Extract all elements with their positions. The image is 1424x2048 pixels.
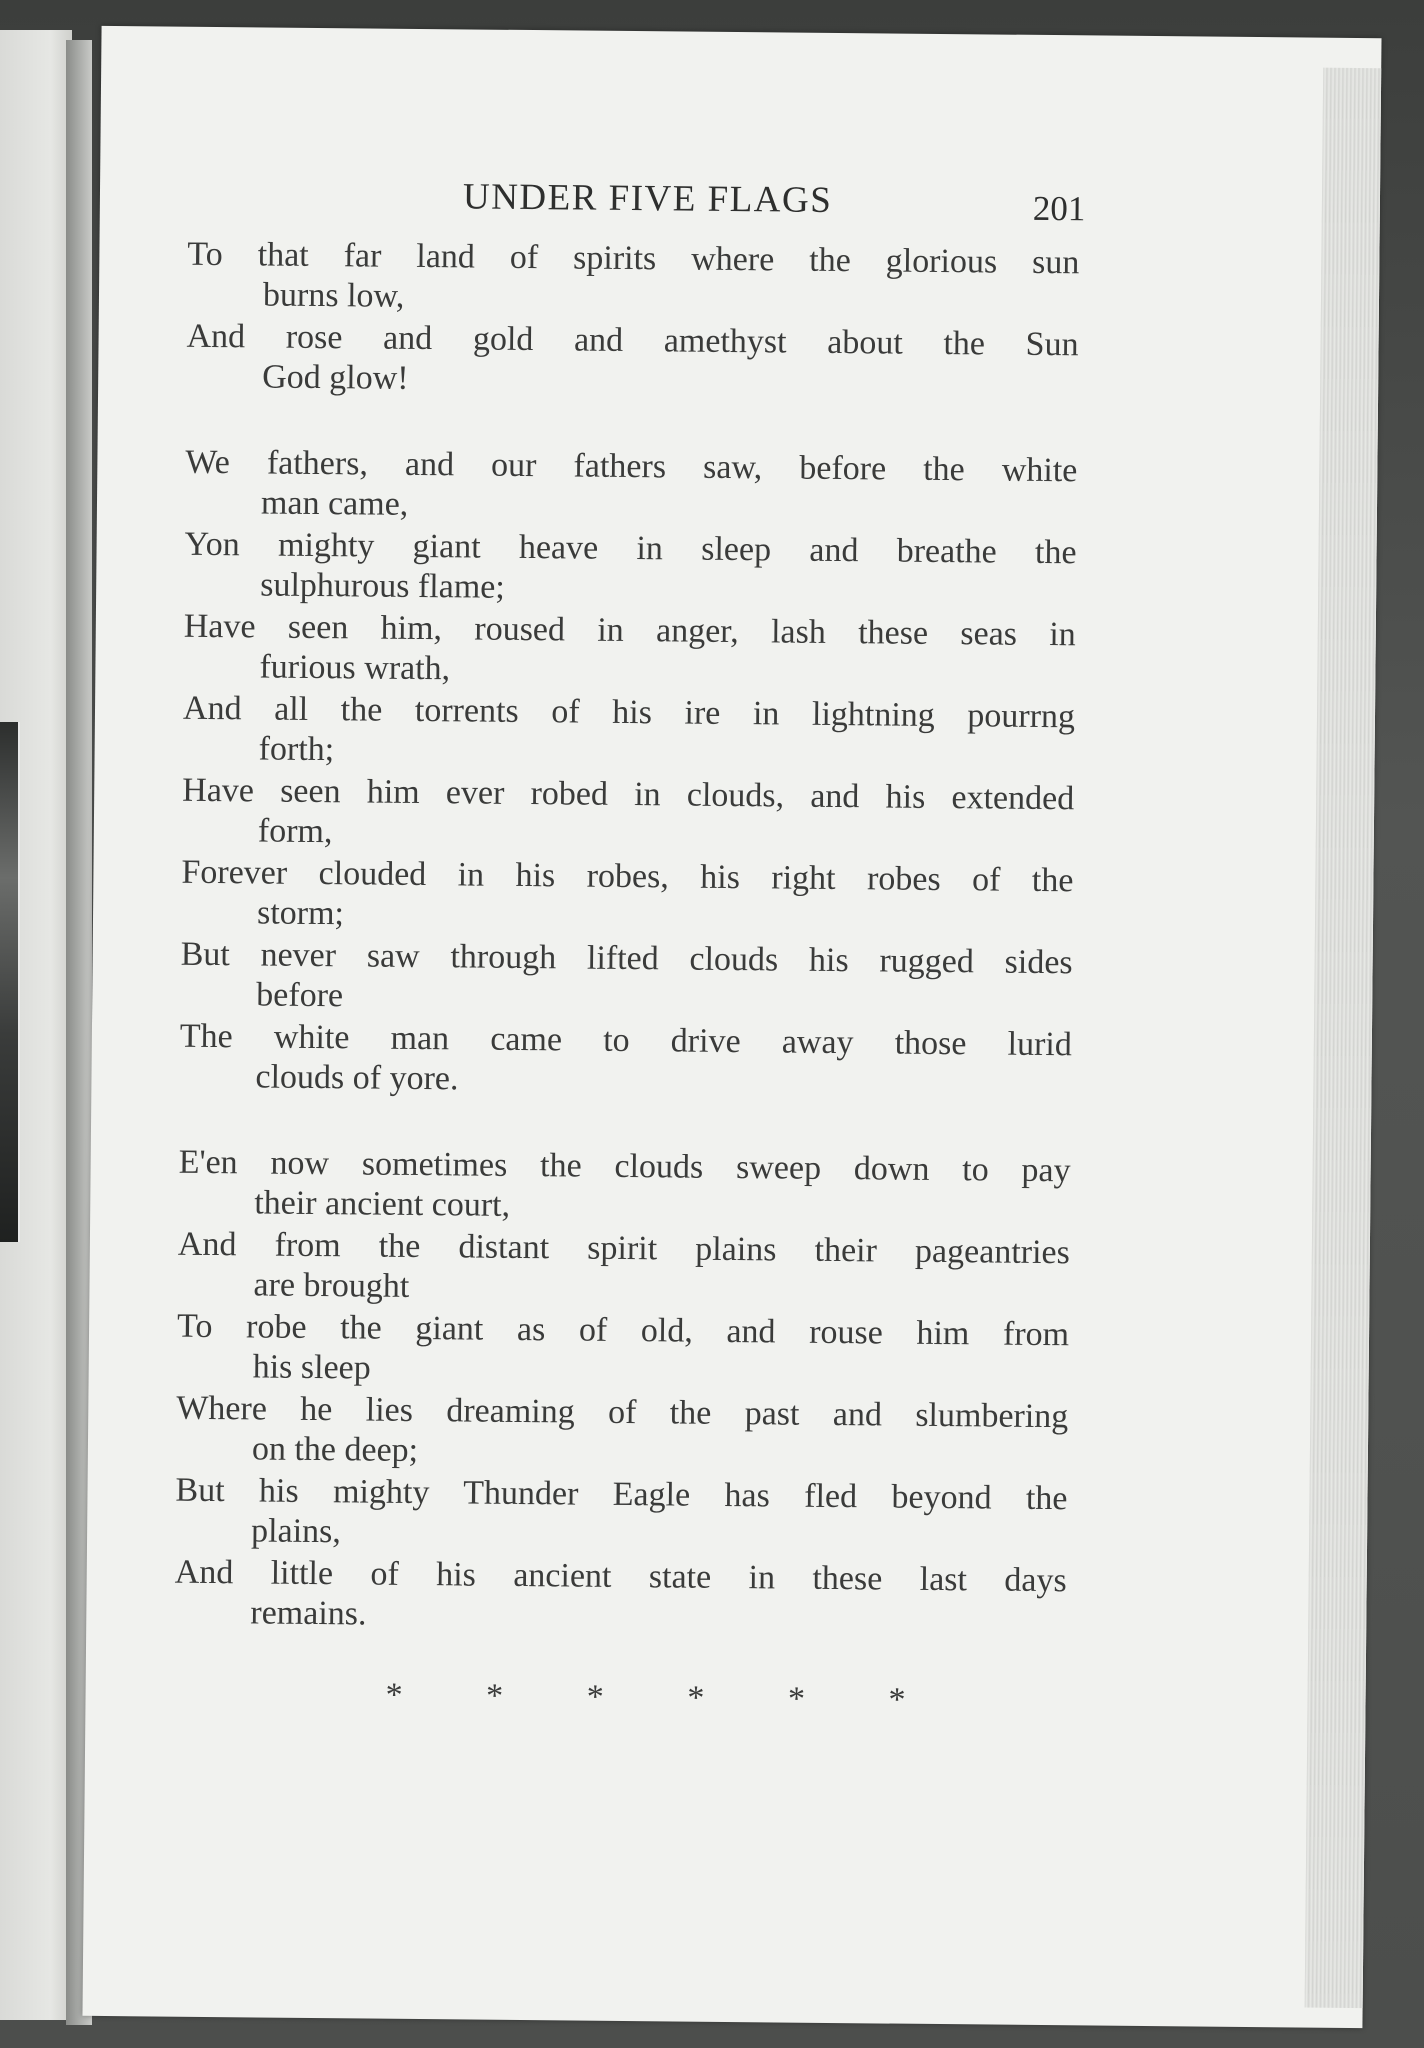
- verse-continuation: before: [256, 976, 344, 1015]
- verse-line: And little of his ancient state in these last days: [174, 1553, 1067, 1600]
- stanza-3: [174, 1143, 1071, 1642]
- verse-continuation: storm;: [256, 894, 345, 933]
- verse: [187, 235, 1080, 324]
- verse-line: But never saw through lifted clouds his rugged sides: [180, 935, 1073, 982]
- verse-continuation: form,: [257, 812, 333, 851]
- verse-continuation: furious wrath,: [259, 648, 451, 688]
- verse-continuation: God glow!: [262, 358, 409, 397]
- verse-continuation: man came,: [260, 484, 409, 523]
- verse: [186, 317, 1079, 406]
- page-number: 201: [1032, 188, 1086, 229]
- ornament-asterisk: *: [485, 1677, 504, 1715]
- verse-line: We fathers, and our fathers saw, before the white: [185, 443, 1078, 490]
- verse: [185, 443, 1078, 532]
- verse-continuation: on the deep;: [251, 1430, 419, 1470]
- verse-line: Yon mighty giant heave in sleep and breathe the: [184, 525, 1077, 572]
- running-head: UNDER FIVE FLAGS: [462, 176, 833, 221]
- book-page: [82, 26, 1381, 2028]
- verse-continuation: forth;: [258, 730, 335, 769]
- verse-line: Have seen him ever robed in clouds, and his extended: [182, 771, 1075, 818]
- verse-continuation: his sleep: [252, 1348, 371, 1387]
- verse-continuation: are brought: [253, 1266, 410, 1305]
- ornament-asterisk: *: [687, 1679, 705, 1717]
- verse: [183, 607, 1076, 696]
- verse-line: Forever clouded in his robes, his right robes of the: [181, 853, 1074, 900]
- poem-body: [174, 235, 1080, 1687]
- verse: [177, 1307, 1070, 1396]
- stanza-2: [179, 443, 1077, 1106]
- ornament-asterisk: *: [385, 1676, 403, 1714]
- verse-line: The white man came to drive away those lurid: [179, 1017, 1073, 1064]
- verse-line: But his mighty Thunder Eagle has fled beyond the: [175, 1471, 1068, 1518]
- verse: [182, 689, 1075, 778]
- verse-continuation: plains,: [250, 1512, 342, 1551]
- verse: [175, 1471, 1068, 1560]
- verse-line: Where he lies dreaming of the past and slumbering: [176, 1389, 1069, 1436]
- verse-line: And rose and gold and amethyst about the Sun: [186, 317, 1079, 364]
- ornament-asterisk: *: [787, 1680, 806, 1718]
- page-header: [100, 166, 1381, 238]
- verse-line: And from the distant spirit plains their pageantries: [177, 1225, 1071, 1272]
- verse: [180, 935, 1073, 1024]
- verse-continuation: burns low,: [262, 276, 405, 315]
- verse: [178, 1143, 1071, 1232]
- verse: [184, 525, 1077, 614]
- verse-continuation: sulphurous flame;: [260, 566, 505, 606]
- verse-line: Have seen him, roused in anger, lash these seas in: [183, 607, 1076, 654]
- verse: [177, 1225, 1070, 1314]
- verse-line: To robe the giant as of old, and rouse him from: [176, 1307, 1070, 1354]
- verse: [179, 1017, 1072, 1106]
- ornament-asterisk: *: [586, 1678, 604, 1716]
- section-ornament: [385, 1677, 905, 1720]
- facing-page-plate: [0, 722, 20, 1242]
- verse-continuation: remains.: [250, 1594, 367, 1633]
- verse: [174, 1553, 1067, 1642]
- verse: [181, 853, 1074, 942]
- verse-line: E'en now sometimes the clouds sweep down to pay: [178, 1143, 1071, 1190]
- verse: [182, 771, 1075, 860]
- ornament-asterisk: *: [888, 1681, 906, 1719]
- verse-continuation: their ancient court,: [254, 1184, 511, 1224]
- verse: [176, 1389, 1069, 1478]
- stanza-1: [186, 235, 1080, 406]
- verse-continuation: clouds of yore.: [255, 1058, 459, 1098]
- verse-line: To that far land of spirits where the glorious sun: [187, 235, 1080, 282]
- verse-line: And all the torrents of his ire in lightning pourrng: [182, 689, 1076, 736]
